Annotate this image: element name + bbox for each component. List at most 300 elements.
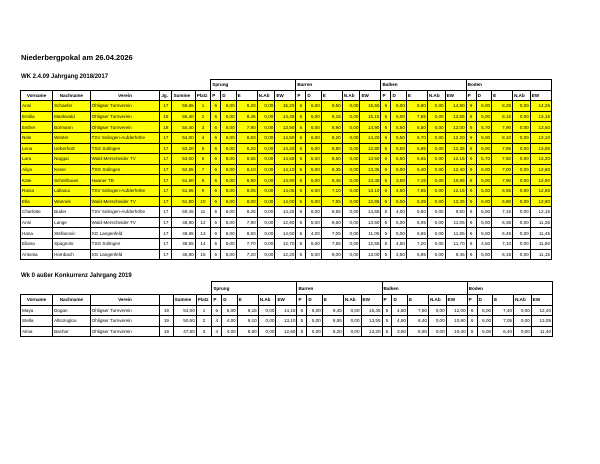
cell-sprung-e: 8,25	[236, 207, 257, 218]
cell-jg: 19	[160, 326, 173, 337]
cell-barren-p: 6	[296, 132, 306, 143]
col-header-e: E	[407, 295, 428, 306]
cell-barren-ew: 14,55	[360, 207, 381, 218]
cell-verein: Ohligser Turnverein	[90, 326, 160, 337]
cell-sprung-d: 4,00	[222, 326, 237, 337]
cell-platz: 10	[195, 196, 211, 207]
cell-barren-d: 6,00	[306, 111, 321, 122]
col-header-verein: Verein	[90, 295, 160, 306]
cell-boden-ew: 11,40	[531, 326, 552, 337]
cell-boden-e: 6,80	[492, 196, 513, 207]
cell-boden-nab: 0,00	[513, 122, 531, 133]
cell-boden-ew: 13,10	[530, 132, 551, 143]
cell-sprung-ew: 12,90	[275, 217, 296, 228]
cell-balken-p: 6	[381, 185, 391, 196]
cell-barren-d: 5,00	[307, 316, 322, 327]
table-row	[21, 305, 553, 316]
cell-balken-nab: 0,00	[427, 249, 445, 260]
cell-barren-nab: 0,00	[342, 196, 360, 207]
cell-boden-e: 6,35	[492, 217, 513, 228]
cell-boden-d: 5,00	[476, 207, 491, 218]
cell-vorname: Lara	[21, 154, 53, 165]
cell-sprung-nab: 0,00	[257, 132, 275, 143]
cell-summe: 59,65	[172, 101, 195, 112]
cell-balken-d: 4,50	[391, 238, 406, 249]
col-header-ew: EW	[361, 295, 382, 306]
cell-sprung-d: 6,00	[221, 111, 236, 122]
cell-nachname: Stefanovic	[53, 228, 91, 239]
cell-balken-nab: 0,00	[427, 143, 445, 154]
cell-sprung-p: 6	[211, 196, 221, 207]
col-header-vorname: Vorname	[21, 90, 53, 101]
cell-sprung-ew: 12,70	[275, 238, 296, 249]
cell-sprung-p: 5	[212, 305, 222, 316]
cell-sprung-e: 8,50	[236, 228, 257, 239]
cell-platz: 5	[195, 143, 211, 154]
cell-barren-ew: 11,05	[360, 228, 381, 239]
cell-balken-e: 5,50	[406, 207, 427, 218]
cell-barren-ew: 12,65	[360, 196, 381, 207]
cell-sprung-p: 5	[211, 238, 221, 249]
cell-vorname: Anni	[21, 217, 53, 228]
cell-vorname: Stella	[21, 316, 53, 327]
cell-verein: Ohligser Turnverein	[90, 111, 160, 122]
cell-barren-p: 5	[296, 164, 306, 175]
cell-boden-p: 6	[466, 175, 476, 186]
cell-sprung-p: 6	[211, 207, 221, 218]
cell-sprung-e: 9,20	[236, 101, 257, 112]
cell-balken-nab: 0,00	[427, 101, 445, 112]
cell-vorname: Maya	[21, 305, 53, 316]
cell-barren-nab: 0,00	[342, 101, 360, 112]
cell-summe: 50,60	[173, 316, 196, 327]
cell-sprung-p: 4	[212, 326, 222, 337]
cell-balken-e: 6,70	[406, 132, 427, 143]
cell-boden-nab: 0,00	[513, 143, 531, 154]
cell-boden-e: 7,90	[492, 175, 513, 186]
cell-barren-p: 5	[296, 228, 306, 239]
cell-balken-d: 4,50	[392, 316, 407, 327]
cell-boden-e: 6,55	[492, 185, 513, 196]
cell-platz: 12	[195, 217, 211, 228]
cell-platz: 8	[195, 175, 211, 186]
col-header-d: D	[307, 295, 322, 306]
cell-sprung-e: 9,15	[237, 305, 258, 316]
cell-jg: 17	[160, 249, 172, 260]
cell-boden-e: 8,15	[492, 111, 513, 122]
cell-sprung-d: 6,00	[221, 143, 236, 154]
cell-boden-e: 7,40	[493, 305, 514, 316]
col-header-p: P	[466, 90, 476, 101]
cell-platz: 4	[195, 132, 211, 143]
cell-boden-d: 5,00	[476, 132, 491, 143]
cell-sprung-p: 6	[211, 122, 221, 133]
table-row	[21, 143, 552, 154]
cell-summe: 48,55	[172, 238, 195, 249]
cell-verein: TSV Solingen-Aufderhöhe	[90, 185, 160, 196]
col-header-d: D	[392, 295, 407, 306]
col-header-verein: Verein	[90, 90, 160, 101]
col-header-ew: EW	[275, 90, 296, 101]
cell-platz: 14	[195, 238, 211, 249]
cell-verein: TSV Solingen-Aufderhöhe	[90, 207, 160, 218]
cell-summe: 51,85	[172, 185, 195, 196]
cell-balken-p: 6	[381, 101, 391, 112]
cell-balken-ew: 9,50	[445, 207, 466, 218]
table-row	[21, 111, 552, 122]
cell-boden-d: 5,00	[476, 249, 491, 260]
cell-sprung-ew: 14,20	[275, 143, 296, 154]
table-row	[21, 207, 552, 218]
cell-balken-e: 6,40	[406, 164, 427, 175]
cell-sprung-e: 8,20	[236, 143, 257, 154]
cell-barren-p: 6	[296, 154, 306, 165]
table-row	[21, 154, 552, 165]
cell-boden-p: 6	[466, 196, 476, 207]
cell-barren-e: 7,10	[321, 185, 342, 196]
cell-nachname: Buder	[53, 207, 91, 218]
cell-sprung-p: 6	[211, 143, 221, 154]
cell-boden-nab: 0,00	[513, 132, 531, 143]
cell-vorname: Lena	[21, 143, 53, 154]
cell-summe: 48,90	[172, 217, 195, 228]
cell-verein: Ohligser Turnverein	[90, 305, 160, 316]
cell-barren-e: 8,55	[322, 316, 343, 327]
table-row	[21, 326, 553, 337]
cell-boden-nab: 0,00	[513, 217, 531, 228]
cell-platz: 15	[195, 249, 211, 260]
cell-sprung-ew: 14,25	[275, 207, 296, 218]
cell-balken-p: 6	[381, 122, 391, 133]
cell-balken-p: 5	[382, 305, 392, 316]
cell-balken-nab: 0,00	[427, 122, 445, 133]
cell-platz: 3	[196, 326, 212, 337]
cell-sprung-d: 6,00	[221, 154, 236, 165]
cell-barren-ew: 13,50	[360, 154, 381, 165]
cell-barren-p: 6	[297, 305, 307, 316]
col-header-ew: EW	[360, 90, 381, 101]
cell-sprung-nab: 0,00	[257, 154, 275, 165]
cell-barren-e: 8,20	[321, 132, 342, 143]
cell-balken-ew: 11,05	[445, 217, 466, 228]
cell-verein: TSG Solingen	[90, 238, 160, 249]
col-header-nab: N.Ab	[427, 90, 445, 101]
cell-barren-d: 6,00	[306, 122, 321, 133]
cell-boden-ew: 13,05	[531, 316, 552, 327]
cell-barren-d: 6,00	[306, 101, 321, 112]
table-row	[21, 101, 552, 112]
cell-verein: Ohligser Turnverein	[90, 101, 160, 112]
cell-sprung-p: 6	[211, 164, 221, 175]
cell-sprung-nab: 0,00	[257, 101, 275, 112]
cell-summe: 54,40	[172, 122, 195, 133]
cell-boden-d: 6,00	[476, 164, 491, 175]
cell-boden-p: 6	[466, 249, 476, 260]
cell-barren-ew: 15,15	[360, 111, 381, 122]
cell-summe: 52,65	[172, 164, 195, 175]
results-table-wk0	[20, 281, 553, 337]
table-row	[21, 217, 552, 228]
cell-sprung-nab: 0,00	[257, 238, 275, 249]
cell-barren-e: 9,50	[321, 101, 342, 112]
cell-barren-p: 5	[297, 326, 307, 337]
cell-boden-nab: 0,00	[513, 175, 531, 186]
col-header-p: P	[212, 295, 222, 306]
col-header-nachname: Nachname	[53, 90, 91, 101]
cell-boden-e: 7,90	[492, 122, 513, 133]
cell-summe: 54,00	[172, 132, 195, 143]
cell-barren-nab: 0,00	[342, 228, 360, 239]
cell-sprung-d: 6,00	[221, 228, 236, 239]
cell-sprung-d: 6,00	[221, 122, 236, 133]
col-header-vorname: Vorname	[21, 295, 53, 306]
col-header-d: D	[222, 295, 237, 306]
cell-platz: 6	[195, 154, 211, 165]
cell-sprung-e: 8,10	[236, 164, 257, 175]
cell-barren-e: 8,00	[321, 249, 342, 260]
cell-sprung-p: 5	[211, 249, 221, 260]
cell-barren-e: 7,05	[321, 228, 342, 239]
cell-boden-d: 5,00	[477, 305, 492, 316]
cell-boden-p: 6	[466, 207, 476, 218]
cell-balken-ew: 13,55	[445, 111, 466, 122]
cell-sprung-d: 5,00	[221, 217, 236, 228]
cell-balken-d: 5,00	[391, 217, 406, 228]
col-header-d: D	[477, 295, 492, 306]
col-header-e: E	[321, 90, 342, 101]
cell-barren-e: 8,55	[321, 207, 342, 218]
cell-sprung-nab: 0,00	[257, 196, 275, 207]
cell-barren-p: 6	[296, 207, 306, 218]
cell-summe: 48,65	[172, 228, 195, 239]
cell-balken-d: 3,50	[391, 175, 406, 186]
table-row	[21, 316, 553, 327]
cell-sprung-p: 4	[212, 316, 222, 327]
cell-jg: 17	[160, 175, 172, 186]
cell-balken-d: 5,50	[391, 154, 406, 165]
cell-balken-ew: 9,45	[445, 249, 466, 260]
cell-jg: 17	[160, 101, 172, 112]
cell-barren-p: 6	[296, 101, 306, 112]
cell-barren-nab: 0,00	[342, 249, 360, 260]
cell-nachname: Bachar	[53, 326, 91, 337]
cell-sprung-ew: 14,50	[275, 132, 296, 143]
cell-boden-d: 5,00	[476, 217, 491, 228]
cell-jg: 18	[160, 111, 172, 122]
cell-barren-ew: 13,20	[361, 326, 382, 337]
cell-boden-p: 6	[466, 185, 476, 196]
cell-balken-d: 2,50	[391, 249, 406, 260]
cell-boden-ew: 13,85	[530, 143, 551, 154]
cell-boden-p: 6	[467, 326, 477, 337]
cell-jg: 17	[160, 238, 172, 249]
col-header-nab: N.Ab	[428, 295, 446, 306]
group-header-barren: Barren	[296, 80, 381, 91]
cell-barren-ew: 13,55	[361, 316, 382, 327]
cell-boden-ew: 11,45	[530, 228, 551, 239]
cell-barren-nab: 0,00	[342, 207, 360, 218]
table-row	[21, 132, 552, 143]
cell-boden-e: 7,50	[492, 154, 513, 165]
cell-balken-d: 3,50	[392, 326, 407, 337]
cell-balken-e: 6,85	[406, 143, 427, 154]
cell-barren-nab: 0,00	[342, 143, 360, 154]
col-header-e: E	[492, 90, 513, 101]
cell-nachname: Wannek	[53, 196, 91, 207]
cell-sprung-ew: 14,90	[275, 175, 296, 186]
table-row	[21, 175, 552, 186]
cell-barren-d: 5,00	[306, 249, 321, 260]
cell-barren-nab: 0,00	[342, 111, 360, 122]
cell-balken-p: 5	[382, 326, 392, 337]
cell-balken-nab: 0,00	[428, 305, 446, 316]
cell-sprung-nab: 0,00	[257, 217, 275, 228]
cell-barren-ew: 14,20	[360, 132, 381, 143]
cell-sprung-d: 6,00	[221, 101, 236, 112]
cell-boden-e: 7,10	[492, 238, 513, 249]
cell-vorname: Anni	[21, 101, 53, 112]
table-row	[21, 164, 552, 175]
cell-barren-e: 8,35	[321, 164, 342, 175]
cell-sprung-p: 6	[211, 175, 221, 186]
cell-boden-nab: 0,00	[513, 111, 531, 122]
col-header-p: P	[381, 90, 391, 101]
cell-nachname: Keser	[53, 164, 91, 175]
cell-balken-p: 5	[382, 316, 392, 327]
cell-sprung-d: 4,00	[222, 316, 237, 327]
cell-jg: 17	[160, 132, 172, 143]
cell-nachname: Altinzoglou	[53, 316, 91, 327]
cell-boden-nab: 0,00	[513, 238, 531, 249]
cell-jg: 18	[160, 122, 172, 133]
cell-boden-nab: 0,00	[513, 207, 531, 218]
cell-barren-d: 5,00	[306, 175, 321, 186]
col-header-p: P	[467, 295, 477, 306]
cell-balken-p: 6	[381, 175, 391, 186]
col-header-p: P	[296, 90, 306, 101]
col-header-nab: N.Ab	[513, 90, 531, 101]
col-header-d: D	[476, 90, 491, 101]
cell-balken-e: 7,20	[406, 238, 427, 249]
cell-barren-d: 5,00	[306, 164, 321, 175]
cell-boden-d: 5,70	[476, 122, 491, 133]
cell-boden-ew: 14,25	[530, 101, 551, 112]
cell-sprung-nab: 0,00	[257, 175, 275, 186]
cell-jg: 17	[160, 196, 172, 207]
cell-balken-nab: 0,00	[427, 238, 445, 249]
cell-barren-p: 5	[296, 238, 306, 249]
cell-vorname: Aliya	[21, 164, 53, 175]
cell-balken-p: 6	[381, 164, 391, 175]
cell-barren-e: 8,90	[321, 122, 342, 133]
cell-balken-nab: 0,00	[428, 326, 446, 337]
cell-jg: 19	[160, 316, 173, 327]
cell-balken-ew: 11,65	[445, 228, 466, 239]
cell-barren-e: 7,55	[321, 238, 342, 249]
cell-sprung-ew: 14,15	[276, 305, 297, 316]
cell-sprung-d: 6,00	[221, 185, 236, 196]
cell-boden-p: 6	[466, 217, 476, 228]
cell-balken-d: 6,00	[391, 196, 406, 207]
cell-platz: 1	[196, 305, 212, 316]
cell-barren-d: 6,00	[306, 132, 321, 143]
cell-sprung-nab: 0,00	[257, 228, 275, 239]
cell-vorname: Rania	[21, 185, 53, 196]
cell-balken-nab: 0,00	[427, 196, 445, 207]
cell-sprung-ew: 12,20	[275, 249, 296, 260]
col-header-ew: EW	[531, 295, 552, 306]
cell-balken-nab: 0,00	[427, 207, 445, 218]
cell-platz: 2	[195, 111, 211, 122]
cell-jg: 19	[160, 305, 173, 316]
cell-barren-e: 8,60	[321, 217, 342, 228]
cell-balken-p: 6	[381, 132, 391, 143]
cell-barren-d: 6,00	[306, 185, 321, 196]
cell-nachname: Wester	[53, 132, 91, 143]
cell-boden-d: 5,00	[477, 326, 492, 337]
cell-balken-ew: 14,90	[445, 101, 466, 112]
cell-sprung-e: 7,90	[236, 122, 257, 133]
cell-boden-nab: 0,00	[514, 326, 532, 337]
cell-balken-d: 4,50	[392, 305, 407, 316]
cell-nachname: Bormann	[53, 122, 91, 133]
cell-boden-p: 6	[466, 111, 476, 122]
col-header-e: E	[322, 295, 343, 306]
cell-sprung-d: 5,00	[221, 238, 236, 249]
page-title: Niederbergpokal am 26.04.2026	[21, 53, 133, 62]
cell-boden-ew: 11,15	[530, 249, 551, 260]
cell-barren-d: 6,00	[306, 143, 321, 154]
cell-verein: Wald-Merscheider TV	[90, 196, 160, 207]
cell-boden-p: 6	[466, 228, 476, 239]
cell-sprung-e: 8,05	[236, 185, 257, 196]
col-header-e: E	[236, 90, 257, 101]
cell-barren-ew: 13,60	[360, 217, 381, 228]
cell-barren-e: 8,20	[322, 326, 343, 337]
cell-boden-p: 6	[466, 143, 476, 154]
cell-balken-e: 8,90	[406, 101, 427, 112]
cell-boden-nab: 0,00	[513, 249, 531, 260]
cell-sprung-ew: 14,10	[275, 164, 296, 175]
cell-balken-d: 5,00	[391, 228, 406, 239]
table-row	[21, 228, 552, 239]
cell-barren-nab: 0,00	[342, 154, 360, 165]
cell-boden-ew: 13,60	[530, 122, 551, 133]
cell-boden-p: 6	[466, 101, 476, 112]
cell-barren-ew: 14,90	[360, 122, 381, 133]
cell-sprung-e: 7,70	[236, 238, 257, 249]
cell-boden-nab: 0,00	[514, 305, 532, 316]
cell-balken-e: 6,65	[406, 228, 427, 239]
group-header-boden: Boden	[467, 282, 552, 295]
results-table-wk2	[20, 79, 552, 260]
cell-summe: 53,00	[172, 154, 195, 165]
cell-barren-d: 5,00	[306, 196, 321, 207]
cell-barren-p: 5	[297, 316, 307, 327]
cell-barren-nab: 0,00	[342, 217, 360, 228]
cell-balken-nab: 0,00	[427, 164, 445, 175]
cell-balken-ew: 10,65	[445, 175, 466, 186]
cell-balken-p: 6	[381, 196, 391, 207]
cell-barren-e: 9,15	[321, 111, 342, 122]
cell-balken-d: 4,50	[391, 185, 406, 196]
cell-boden-nab: 0,00	[513, 196, 531, 207]
cell-balken-ew: 11,70	[445, 238, 466, 249]
cell-barren-nab: 0,00	[342, 175, 360, 186]
cell-balken-e: 7,55	[406, 111, 427, 122]
cell-barren-d: 5,00	[306, 217, 321, 228]
cell-boden-d: 5,00	[476, 175, 491, 186]
